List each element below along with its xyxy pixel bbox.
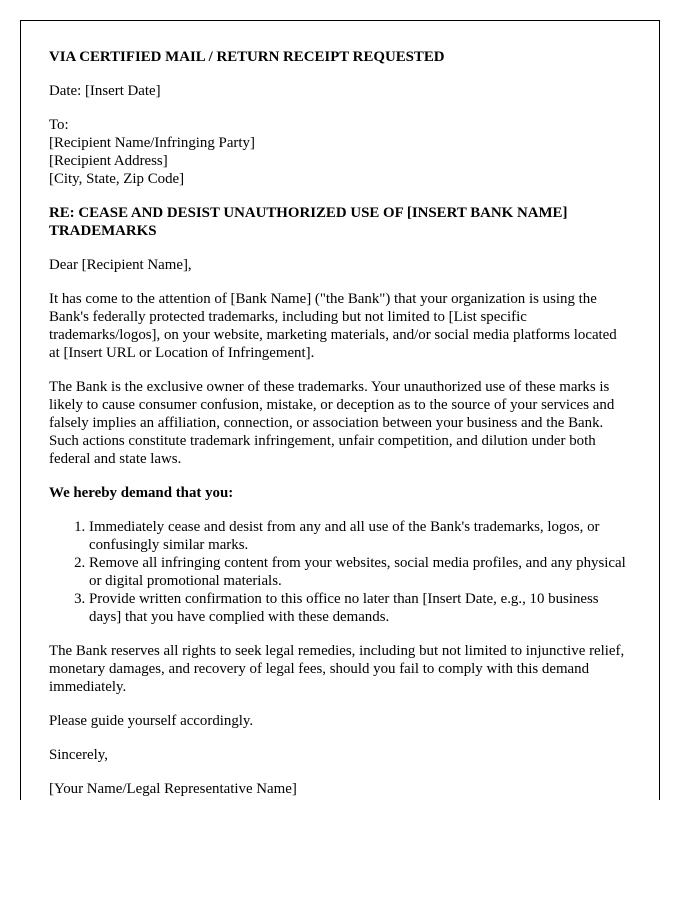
demand-heading: We hereby demand that you: (49, 485, 234, 501)
closing-advice: Please guide yourself accordingly. (49, 713, 254, 729)
body-paragraph-2: The Bank is the exclusive owner of these trademarks. Your unauthorized use of these marks is likely to cause consumer confusion, mistake, or deception as to the source of your services and falsely implies an affiliation, connection, or association between your business and the Bank. Such actions constitute trademark infringement, unfair competition, and dilution under both federal and state laws. (49, 379, 615, 467)
to-label: To: (49, 117, 69, 133)
date-line: Date: [Insert Date] (49, 83, 161, 99)
mailing-method-line: VIA CERTIFIED MAIL / RETURN RECEIPT REQUESTED (49, 49, 445, 65)
sign-off: Sincerely, (49, 747, 108, 763)
recipient-address: [Recipient Address] (49, 153, 168, 169)
letter-page (20, 20, 660, 800)
recipient-block (49, 116, 631, 188)
demand-item: 2. Remove all infringing content from your websites, social media profiles, and any physical or digital promotional materials. (89, 554, 631, 590)
demand-item: 1. Immediately cease and desist from any and all use of the Bank's trademarks, logos, or confusingly similar marks. (89, 518, 631, 554)
recipient-name: [Recipient Name/Infringing Party] (49, 135, 255, 151)
demand-list (49, 518, 631, 626)
salutation: Dear [Recipient Name], (49, 257, 192, 273)
body-paragraph-3: The Bank reserves all rights to seek legal remedies, including but not limited to injunctive relief, monetary damages, and recovery of legal fees, should you fail to comply with this demand immediately. (49, 643, 625, 695)
recipient-city: [City, State, Zip Code] (49, 171, 185, 187)
body-paragraph-1: It has come to the attention of [Bank Name] ("the Bank") that your organization is using the Bank's federally protected trademarks, including but not limited to [List specific trademarks/logos], on your website, marketing materials, and/or social media platforms located at [Insert URL or Location of Infringement]. (49, 291, 617, 361)
subject-line: RE: CEASE AND DESIST UNAUTHORIZED USE OF [INSERT BANK NAME] TRADEMARKS (49, 205, 568, 239)
signature-name: [Your Name/Legal Representative Name] (49, 781, 297, 797)
demand-item: 3. Provide written confirmation to this office no later than [Insert Date, e.g., 10 business days] that you have complied with these demands. (89, 590, 631, 626)
